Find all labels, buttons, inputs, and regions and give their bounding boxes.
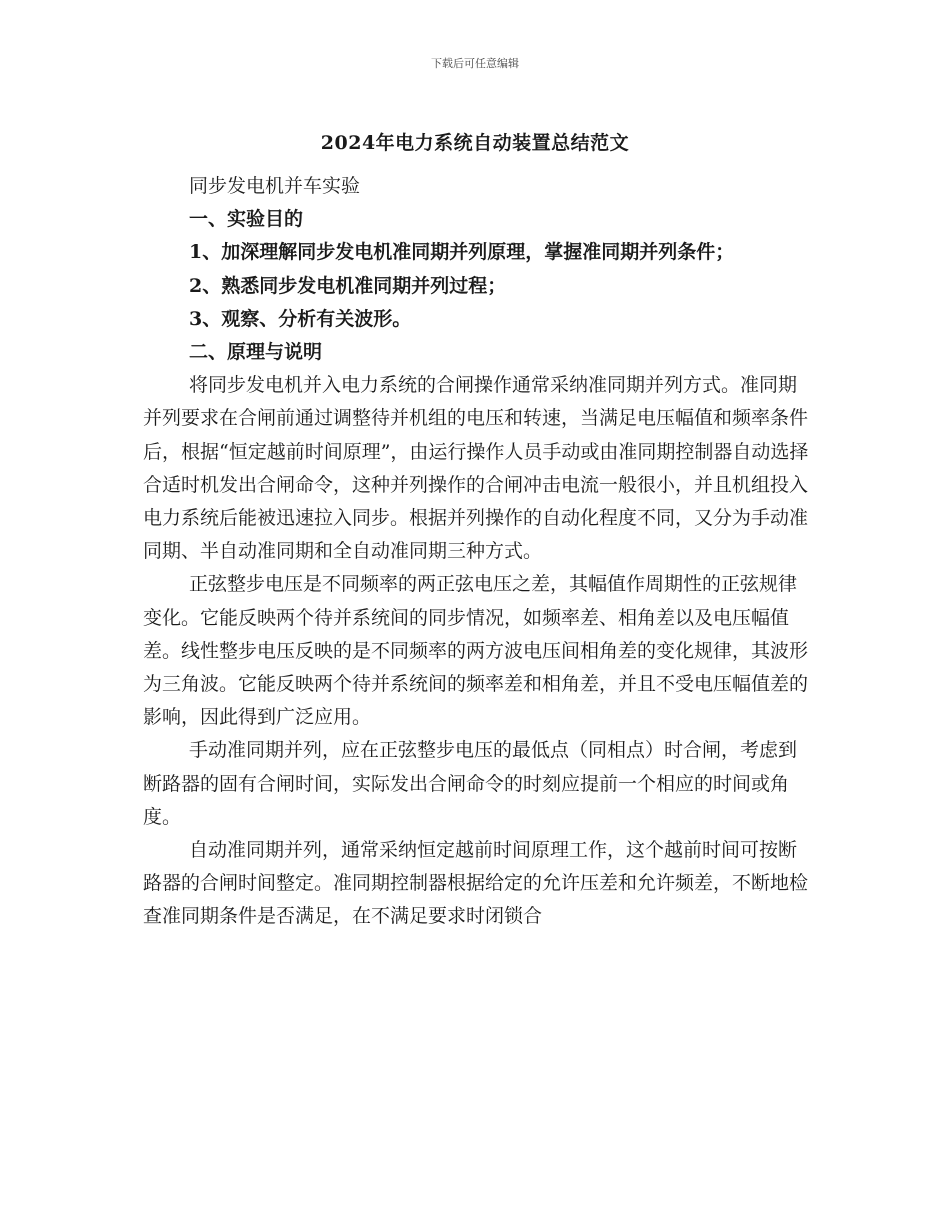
body-paragraph: 自动准同期并列，通常采纳恒定越前时间原理工作，这个越前时间可按断路器的合闸时间整定。准同期控制器根据给定的允许压差和允许频差，不断地检查准同期条件是否满足，在不满足要求时闭锁合	[143, 839, 809, 928]
purpose-item: 3、观察、分析有关波形。	[189, 307, 412, 330]
header-note: 下载后可任意编辑	[431, 57, 519, 70]
purpose-item: 2、熟悉同步发电机准同期并列过程；	[189, 274, 507, 297]
purpose-item: 1、加深理解同步发电机准同期并列原理，掌握准同期并列条件；	[189, 241, 735, 264]
section-heading-purpose: 一、实验目的	[189, 208, 304, 231]
body-paragraph: 正弦整步电压是不同频率的两正弦电压之差，其幅值作周期性的正弦规律变化。它能反映两个待并系统间的同步情况，如频率差、相角差以及电压幅值差。线性整步电压反映的是不同频率的两方波电压间相角差的变化规律，其波形为三角波。它能反映两个待并系统间的频率差和相角差，并且不受电压幅值差的影响，因此得到广泛应用。	[143, 573, 809, 729]
body-paragraph: 将同步发电机并入电力系统的合闸操作通常采纳准同期并列方式。准同期并列要求在合闸前通过调整待并机组的电压和转速，当满足电压幅值和频率条件后，根据“恒定越前时间原理”，由运行操作人员手动或由准同期控制器自动选择合适时机发出合闸命令，这种并列操作的合闸冲击电流一般很小，并且机组投入电力系统后能被迅速拉入同步。根据并列操作的自动化程度不同，又分为手动准同期、半自动准同期和全自动准同期三种方式。	[143, 374, 809, 563]
document-title: 2024年电力系统自动装置总结范文	[320, 132, 630, 154]
experiment-subtitle: 同步发电机并车实验	[189, 175, 361, 197]
document-body	[143, 170, 811, 934]
section-heading-principle: 二、原理与说明	[189, 341, 323, 364]
body-paragraph: 手动准同期并列，应在正弦整步电压的最低点（同相点）时合闸，考虑到断路器的固有合闸时间，实际发出合闸命令的时刻应提前一个相应的时间或角度。	[143, 739, 798, 828]
